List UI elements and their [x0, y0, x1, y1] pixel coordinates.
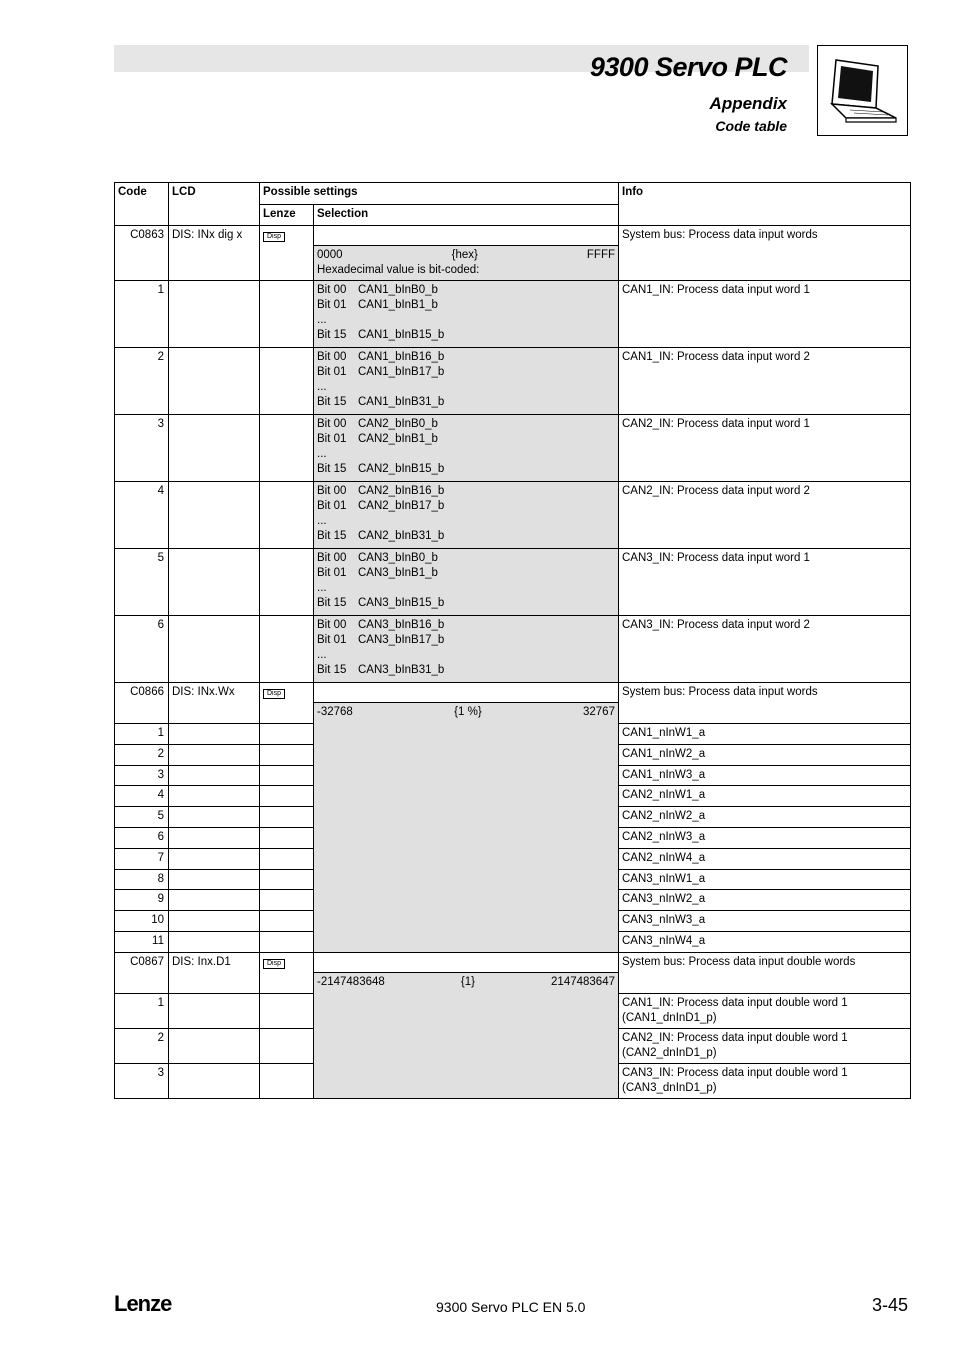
lcd-cell — [169, 848, 260, 869]
info-c0863: System bus: Process data input words — [619, 226, 911, 281]
info-c0867: System bus: Process data input double words — [619, 952, 911, 993]
info-cell: CAN1_nInW3_a — [619, 765, 911, 786]
selection-bits — [314, 281, 619, 348]
info-cell: CAN1_IN: Process data input word 1 — [619, 281, 911, 348]
bit-line: ... — [317, 314, 327, 326]
info-cell: CAN2_IN: Process data input word 2 — [619, 482, 911, 549]
selection-bits — [314, 549, 619, 616]
range-unit: {hex} — [451, 249, 478, 261]
bit-line: Bit 00 CAN1_bInB16_b — [317, 351, 445, 363]
lenze-cell — [260, 827, 314, 848]
subsection-title: Code table — [715, 118, 787, 134]
selection-bits — [314, 616, 619, 683]
bit-line: Bit 00 CAN2_bInB16_b — [317, 485, 445, 497]
header-lcd: LCD — [169, 183, 260, 226]
bit-line: Bit 00 CAN3_bInB16_b — [317, 619, 445, 631]
lcd-c0863: DIS: INx dig x — [169, 226, 260, 246]
page-title: 9300 Servo PLC — [589, 52, 787, 82]
header-lenze: Lenze — [260, 205, 314, 226]
lenze-cell — [260, 549, 314, 616]
bit-line: ... — [317, 381, 327, 393]
subcode: 2 — [115, 1028, 169, 1063]
range-note: Hexadecimal value is bit-coded: — [317, 264, 480, 276]
info-cell: CAN3_IN: Process data input word 1 — [619, 549, 911, 616]
bit-line: ... — [317, 649, 327, 661]
selection-bits — [314, 415, 619, 482]
bit-line: Bit 00 CAN1_bInB0_b — [317, 284, 438, 296]
range-min: 0000 — [317, 249, 343, 261]
info-cell: CAN2_IN: Process data input double word 1 (CAN2_dnInD1_p) — [619, 1028, 911, 1063]
lenze-cell — [260, 1063, 314, 1098]
info-cell: CAN3_IN: Process data input double word 1 (CAN3_dnInD1_p) — [619, 1063, 911, 1098]
info-cell: CAN2_nInW1_a — [619, 786, 911, 807]
lcd-cell — [169, 890, 260, 911]
lenze-cell — [260, 744, 314, 765]
lcd-cell — [169, 993, 260, 1028]
lenze-cell — [260, 348, 314, 415]
lcd-cell — [169, 931, 260, 952]
bit-line: Bit 15 CAN1_bInB15_b — [317, 329, 445, 341]
bit-line: Bit 15 CAN2_bInB31_b — [317, 530, 445, 542]
code-c0866: C0866 — [115, 683, 169, 703]
bit-line: ... — [317, 448, 327, 460]
lenze-cell — [260, 786, 314, 807]
subcode: 6 — [115, 616, 169, 683]
bit-line: Bit 01 CAN1_bInB17_b — [317, 366, 445, 378]
disp-badge: Disp — [263, 689, 285, 699]
subcode: 11 — [115, 931, 169, 952]
subcode: 4 — [115, 786, 169, 807]
page-number: 3-45 — [871, 1295, 908, 1315]
bit-line: Bit 15 CAN1_bInB31_b — [317, 396, 445, 408]
range-max: FFFF — [586, 249, 615, 261]
lenze-c0866 — [260, 683, 314, 724]
info-cell: CAN2_nInW3_a — [619, 827, 911, 848]
selection-bits — [314, 482, 619, 549]
header-selection: Selection — [314, 205, 619, 226]
subcode: 1 — [115, 724, 169, 745]
lcd-cell — [169, 724, 260, 745]
lcd-cell — [169, 616, 260, 683]
bit-line: Bit 01 CAN1_bInB1_b — [317, 299, 438, 311]
subcode: 3 — [115, 1063, 169, 1098]
lenze-c0867 — [260, 952, 314, 993]
bit-line: ... — [317, 582, 327, 594]
lenze-cell — [260, 848, 314, 869]
code-c0863: C0863 — [115, 226, 169, 246]
header-code: Code — [115, 183, 169, 226]
subcode: 8 — [115, 869, 169, 890]
lcd-cell — [169, 827, 260, 848]
selection-c0866-range: -32768 {1 %} 32767 — [314, 703, 619, 953]
lenze-cell — [260, 931, 314, 952]
selection-c0863-blank — [314, 226, 619, 246]
lenze-cell — [260, 807, 314, 828]
lcd-cell — [169, 869, 260, 890]
lenze-cell — [260, 890, 314, 911]
lcd-cell — [169, 281, 260, 348]
subcode: 1 — [115, 993, 169, 1028]
lenze-cell — [260, 281, 314, 348]
bit-line: Bit 00 CAN3_bInB0_b — [317, 552, 438, 564]
selection-c0866-blank — [314, 683, 619, 703]
bit-line: Bit 01 CAN2_bInB17_b — [317, 500, 445, 512]
subcode: 7 — [115, 848, 169, 869]
subcode: 1 — [115, 281, 169, 348]
lcd-cell — [169, 482, 260, 549]
code-table — [114, 182, 911, 1099]
lcd-cell — [169, 911, 260, 932]
bit-line: Bit 01 CAN2_bInB1_b — [317, 433, 438, 445]
bit-line: Bit 01 CAN3_bInB17_b — [317, 634, 445, 646]
section-title: Appendix — [709, 94, 787, 113]
code-c0867: C0867 — [115, 952, 169, 972]
info-cell: CAN3_nInW2_a — [619, 890, 911, 911]
lcd-cell — [169, 348, 260, 415]
disp-badge: Disp — [263, 959, 285, 969]
lcd-c0866: DIS: INx.Wx — [169, 683, 260, 703]
subcode: 10 — [115, 911, 169, 932]
bit-line: Bit 15 CAN2_bInB15_b — [317, 463, 445, 475]
lenze-cell — [260, 482, 314, 549]
subcode: 5 — [115, 807, 169, 828]
lcd-cell — [169, 744, 260, 765]
bit-line: Bit 01 CAN3_bInB1_b — [317, 567, 438, 579]
subcode: 2 — [115, 744, 169, 765]
bit-line: Bit 15 CAN3_bInB15_b — [317, 597, 445, 609]
selection-c0867-blank — [314, 952, 619, 972]
info-cell: CAN2_IN: Process data input word 1 — [619, 415, 911, 482]
laptop-icon — [817, 45, 908, 136]
lcd-cell — [169, 765, 260, 786]
lenze-cell — [260, 616, 314, 683]
selection-c0863-range — [314, 246, 619, 281]
info-cell: CAN3_nInW1_a — [619, 869, 911, 890]
lenze-c0863 — [260, 226, 314, 281]
lenze-cell — [260, 415, 314, 482]
subcode: 4 — [115, 482, 169, 549]
info-cell: CAN2_nInW2_a — [619, 807, 911, 828]
subcode: 3 — [115, 415, 169, 482]
subcode: 6 — [115, 827, 169, 848]
bit-line: ... — [317, 515, 327, 527]
lenze-cell — [260, 765, 314, 786]
lcd-cell — [169, 415, 260, 482]
lenze-logo: Lenze — [114, 1291, 172, 1316]
info-cell: CAN2_nInW4_a — [619, 848, 911, 869]
lenze-cell — [260, 993, 314, 1028]
info-cell: CAN1_nInW2_a — [619, 744, 911, 765]
lcd-cell — [169, 807, 260, 828]
bit-line: Bit 00 CAN2_bInB0_b — [317, 418, 438, 430]
subcode: 5 — [115, 549, 169, 616]
bit-line: Bit 15 CAN3_bInB31_b — [317, 664, 445, 676]
info-cell: CAN3_IN: Process data input word 2 — [619, 616, 911, 683]
lcd-cell — [169, 786, 260, 807]
subcode: 9 — [115, 890, 169, 911]
lenze-cell — [260, 1028, 314, 1063]
lenze-cell — [260, 911, 314, 932]
info-cell: CAN1_IN: Process data input double word 1 (CAN1_dnInD1_p) — [619, 993, 911, 1028]
selection-bits — [314, 348, 619, 415]
header-possible-settings: Possible settings — [260, 183, 619, 205]
header-info: Info — [619, 183, 911, 226]
info-cell: CAN1_nInW1_a — [619, 724, 911, 745]
disp-badge: Disp — [263, 232, 285, 242]
lcd-cell — [169, 1028, 260, 1063]
info-cell: CAN3_nInW3_a — [619, 911, 911, 932]
lenze-cell — [260, 869, 314, 890]
info-cell: CAN1_IN: Process data input word 2 — [619, 348, 911, 415]
lenze-cell — [260, 724, 314, 745]
lcd-c0867: DIS: Inx.D1 — [169, 952, 260, 972]
subcode: 3 — [115, 765, 169, 786]
footer-document-id: 9300 Servo PLC EN 5.0 — [436, 1299, 586, 1315]
lcd-cell — [169, 549, 260, 616]
info-c0866: System bus: Process data input words — [619, 683, 911, 724]
subcode: 2 — [115, 348, 169, 415]
lcd-cell — [169, 1063, 260, 1098]
selection-c0867-range: -2147483648 {1} 2147483647 — [314, 972, 619, 1098]
info-cell: CAN3_nInW4_a — [619, 931, 911, 952]
